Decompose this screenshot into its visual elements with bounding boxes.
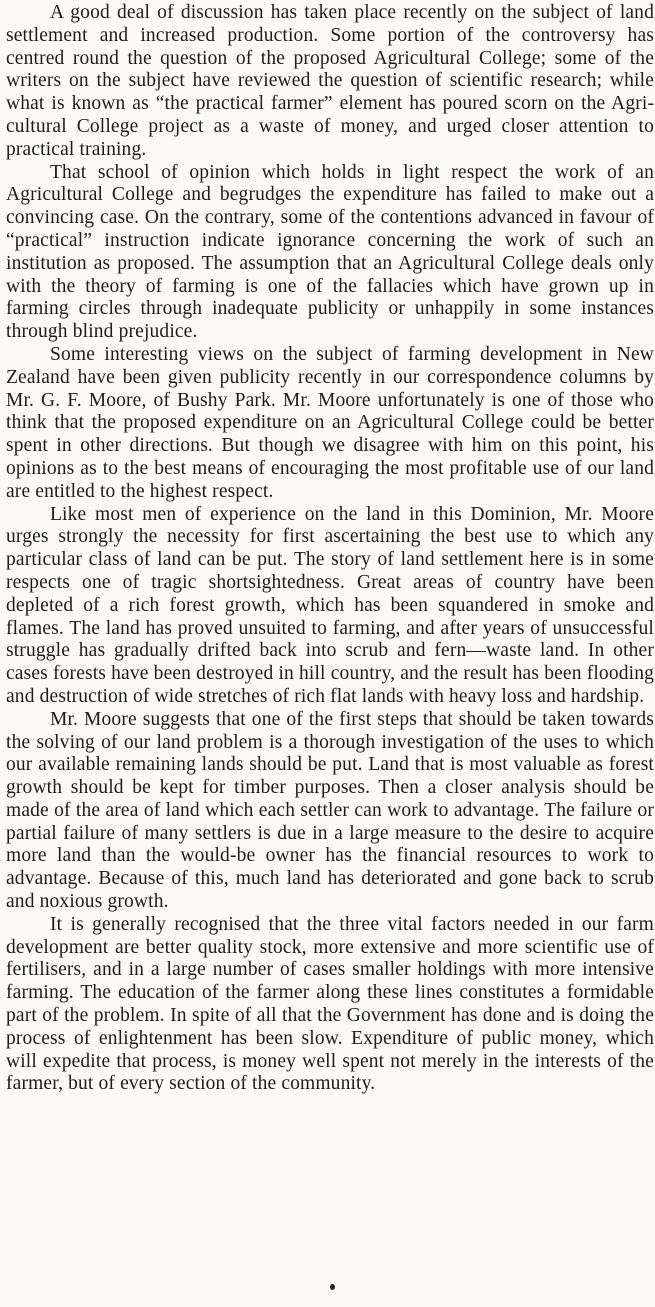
article-body — [6, 2, 654, 1096]
paragraph-5: Mr. Moore suggests that one of the first steps that should be taken towards the solving of our land problem is a thorough investigation of the uses to which our available remaining lands should be put. Land that is most valuable as forest growth should be kept for timber purposes. Then a closer analysis should be made of the area of land which each settler can work to advantage. The failure or partial failure of many settlers is due in a large measure to the desire to acquire more land than the would-be owner has the financial resources to work to advantage. Because of this, much land has deteriorated and gone back to scrub and noxious growth. — [6, 708, 654, 913]
paragraph-4: Like most men of experience on the land in this Dominion, Mr. Moore urges strongly the necessity for first ascertaining the best use to which any particular class of land can be put. The story of land settlement here is in some respects one of tragic shortsightedness. Great areas of country have been depleted of a rich forest growth, which has been squandered in smoke and flames. The land has proved unsuited to farming, and after years of unsuccessful struggle has gradually drifted back into scrub and fern—waste land. In other cases forests have been destroyed in hill country, and the result has been flooding and destruction of wide stretches of rich flat lands with heavy loss and hardship. — [6, 503, 654, 707]
paragraph-2: That school of opinion which holds in light respect the work of an Agricultural College and begrudges the expenditure has failed to make out a convincing case. On the contrary, some of the contentions advanced in favour of “practical” instruction indicate ignorance concerning the work of such an institution as proposed. The assumption that an Agricultural College deals only with the theory of farming is one of the fallacies which have grown up in farming circles through inadequate publicity or unhappily in some instances through blind prejudice. — [6, 161, 654, 343]
ink-fleck — [330, 1284, 335, 1290]
paragraph-3: Some interesting views on the subject of farming development in New Zealand have been given publicity recently in our correspondence columns by Mr. G. F. Moore, of Bushy Park. Mr. Moore unfortunately is one of those who think that the proposed expenditure on an Agricultural College could be better spent in other directions. But though we disagree with him on this point, his opinions as to the best means of encouraging the most profitable use of our land are entitled to the highest respect. — [6, 343, 654, 502]
paragraph-6: It is generally recognised that the three vital factors needed in our farm development are better quality stock, more extensive and more scientific use of fertilisers, and in a large number of cases smaller holdings with more intensive farming. The education of the farmer along these lines constitutes a formidable part of the problem. In spite of all that the Government has done and is doing the process of enlightenment has been slow. Expenditure of public money, which will expedite that process, is money well spent not merely in the interests of the farmer, but of every section of the community. — [6, 913, 654, 1095]
paragraph-1: A good deal of discussion has taken place recently on the subject of land settlement and increased production. Some portion of the controversy has centred round the question of the proposed Agricultural College; some of the writers on the subject have reviewed the question of scientific research; while what is known as “the practical farmer” element has poured scorn on the Agricultural College project as a waste of money, and urged closer attention to practical training. — [6, 2, 654, 160]
